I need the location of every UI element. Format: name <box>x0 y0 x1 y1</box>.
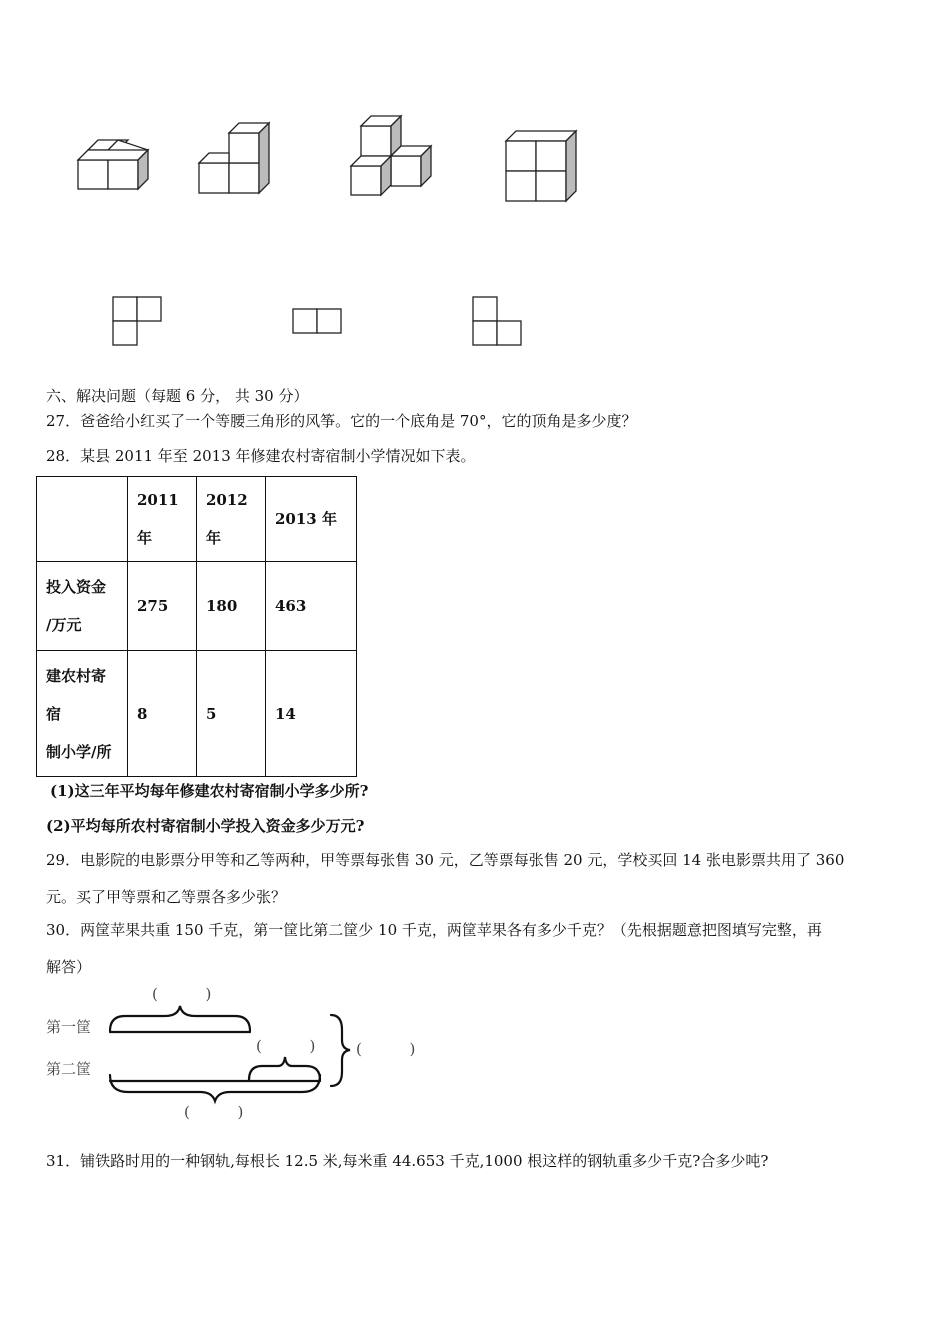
blank-total[interactable]: ( ) <box>356 1040 416 1058</box>
question-29-line-1: 29．电影院的电影票分甲等和乙等两种，甲等票每张售 30 元，乙等票每张售 20 元，学校买回 14 张电影票共用了 360 <box>46 851 845 869</box>
table-row-label-schools: 建农村寄 宿 制小学/所 <box>37 651 128 777</box>
question-27: 27．爸爸给小红买了一个等腰三角形的风筝。它的一个底角是 70°，它的顶角是多少度？ <box>46 412 637 430</box>
brace-total <box>331 1015 350 1086</box>
question-28: 28．某县 2011 年至 2013 年修建农村寄宿制小学情况如下表。 <box>46 447 476 465</box>
view-shape-2 <box>293 309 341 333</box>
table-cell: 14 <box>266 651 357 777</box>
question-30-line-1: 30．两筐苹果共重 150 千克，第一筐比第二筐少 10 千克，两筐苹果各有多少千克？（先根据题意把图填写完整，再 <box>46 921 822 939</box>
table-cell: 8 <box>128 651 197 777</box>
blank-first-basket[interactable]: ( ) <box>152 985 212 1003</box>
blank-difference[interactable]: ( ) <box>256 1037 316 1055</box>
table-header-2013: 2013 年 <box>266 477 357 562</box>
table-cell: 5 <box>197 651 266 777</box>
label-first-basket: 第一筐 <box>46 1018 92 1036</box>
table-header-empty <box>37 477 128 562</box>
question-31: 31．铺铁路时用的一种钢轨,每根长 12.5 米,每米重 44.653 千克,1000 根这样的钢轨重多少千克?合多少吨? <box>46 1152 769 1170</box>
table-header-2012: 2012 年 <box>197 477 266 562</box>
table-row-label-funds: 投入资金 /万元 <box>37 562 128 651</box>
cube-figure-1 <box>78 140 148 189</box>
question-29-line-2: 元。买了甲等票和乙等票各多少张？ <box>46 888 287 906</box>
table-header-2011: 2011 年 <box>128 477 197 562</box>
view-shape-3 <box>473 297 521 345</box>
label-second-basket: 第二筐 <box>46 1060 92 1078</box>
data-table <box>36 476 357 777</box>
table-cell: 463 <box>266 562 357 651</box>
question-28-sub-2: (2)平均每所农村寄宿制小学投入资金多少万元? <box>46 817 365 835</box>
cube-figure-4 <box>506 131 576 201</box>
blank-second-basket[interactable]: ( ) <box>184 1103 244 1121</box>
question-28-sub-1: (1)这三年平均每年修建农村寄宿制小学多少所? <box>50 782 369 800</box>
cube-figure-3 <box>351 116 431 195</box>
question-30-line-2: 解答） <box>46 958 92 976</box>
segment-diagram <box>0 1000 950 1110</box>
section-title: 六、解决问题（每题 6 分， 共 30 分） <box>46 387 309 405</box>
brace-first-top <box>110 1006 250 1031</box>
table-cell: 275 <box>128 562 197 651</box>
table-cell: 180 <box>197 562 266 651</box>
cube-figures <box>0 0 950 360</box>
cube-figure-2 <box>199 123 269 193</box>
brace-extra <box>249 1057 320 1080</box>
brace-second-bottom <box>110 1075 320 1101</box>
view-shape-1 <box>113 297 161 345</box>
